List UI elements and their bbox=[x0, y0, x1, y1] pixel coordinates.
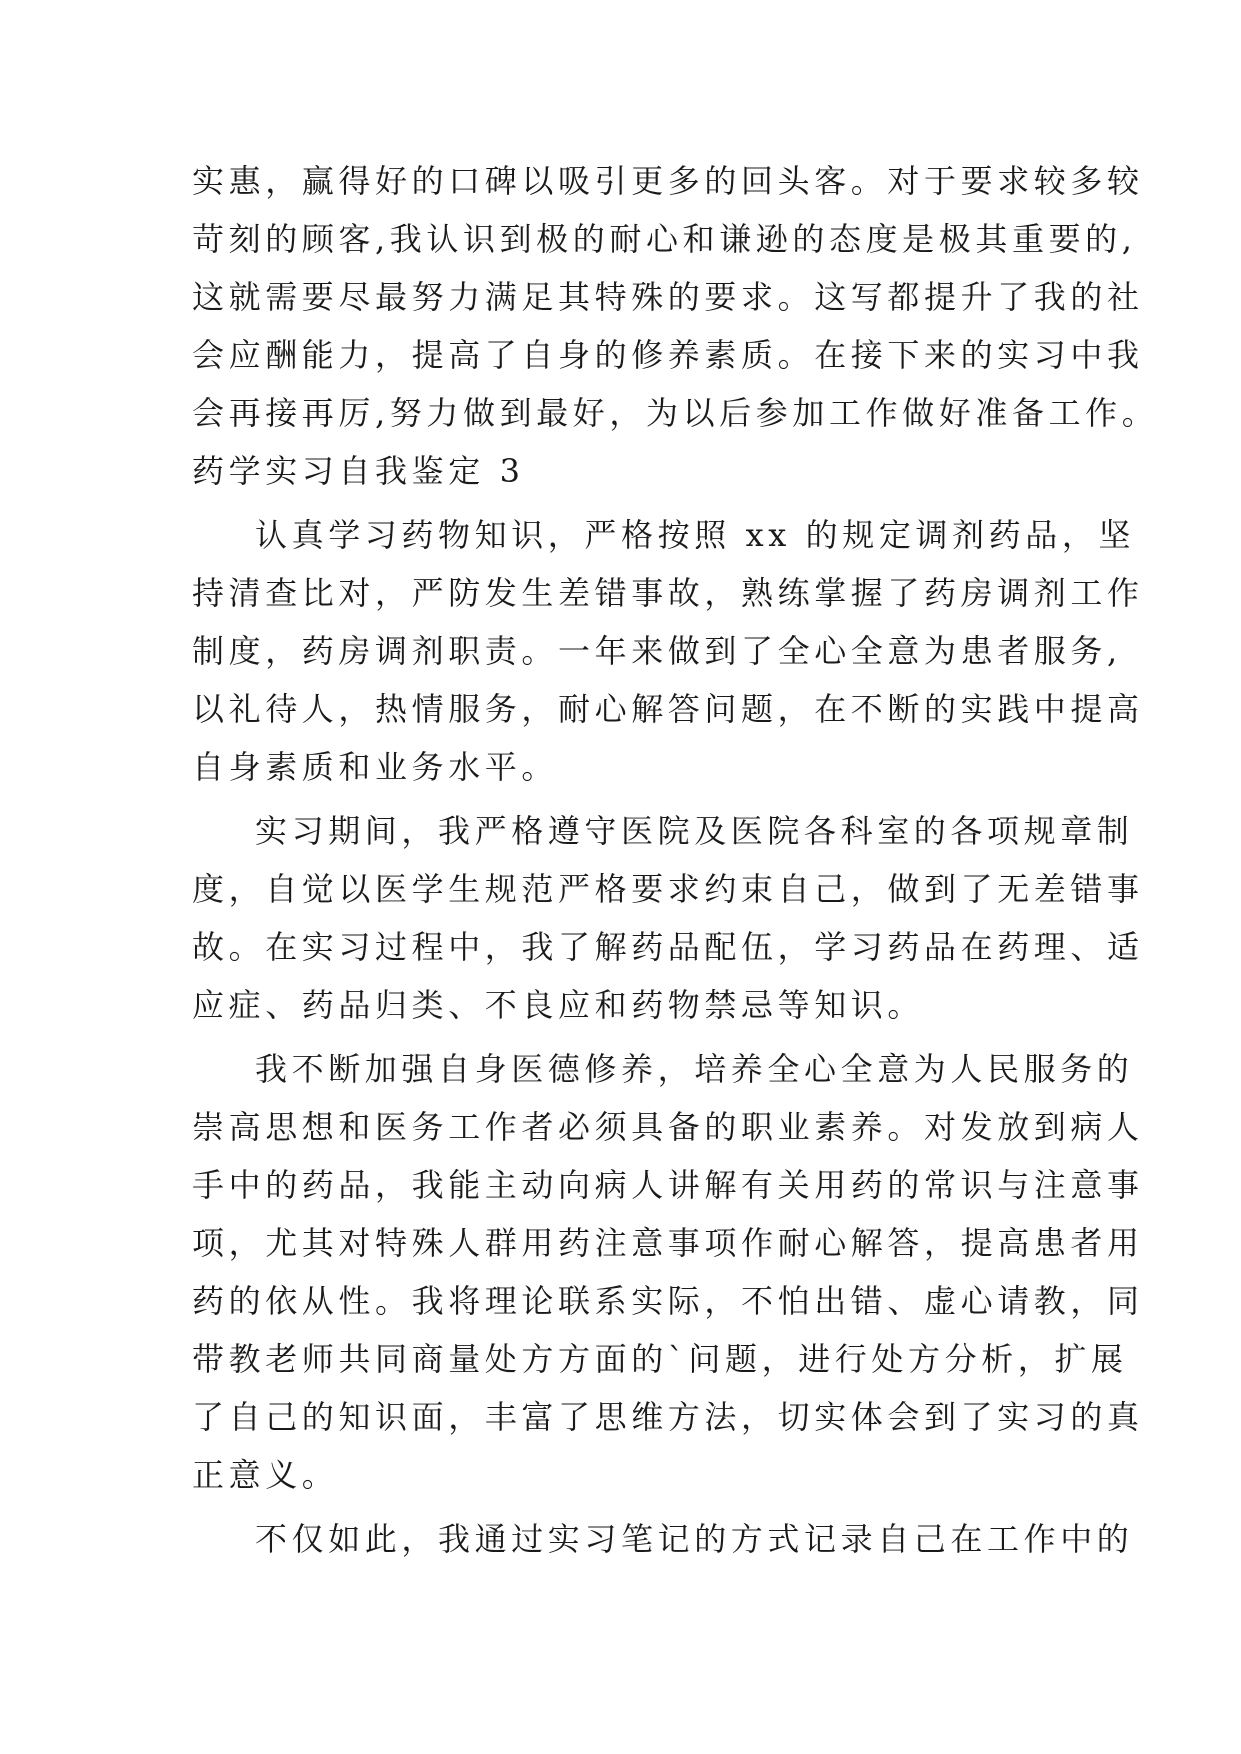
text-line: 认真学习药物知识，严格按照 xx 的规定调剂药品，坚 bbox=[255, 516, 1136, 554]
text-line: 药的依从性。我将理论联系实际，不怕出错、虚心请教，同 bbox=[192, 1282, 1144, 1320]
text-line: 实惠，赢得好的口碑以吸引更多的回头客。对于要求较多较 bbox=[192, 162, 1144, 200]
text-line: 崇高思想和医务工作者必须具备的职业素养。对发放到病人 bbox=[192, 1108, 1144, 1146]
text-line: 这就需要尽最努力满足其特殊的要求。这写都提升了我的社 bbox=[192, 278, 1144, 316]
paragraph bbox=[192, 802, 1144, 1034]
text-line: 不仅如此，我通过实习笔记的方式记录自己在工作中的 bbox=[255, 1520, 1134, 1558]
text-line: 度，自觉以医学生规范严格要求约束自己，做到了无差错事 bbox=[192, 870, 1144, 908]
paragraph bbox=[192, 506, 1144, 796]
text-line: 会应酬能力，提高了自身的修养素质。在接下来的实习中我 bbox=[192, 336, 1144, 374]
text-line: 苛刻的顾客,我认识到极的耐心和谦逊的态度是极其重要的, bbox=[192, 220, 1137, 258]
text-line: 以礼待人，热情服务，耐心解答问题，在不断的实践中提高 bbox=[192, 690, 1144, 728]
text-line: 我不断加强自身医德修养，培养全心全意为人民服务的 bbox=[255, 1050, 1134, 1088]
text-line: 故。在实习过程中，我了解药品配伍，学习药品在药理、适 bbox=[192, 928, 1144, 966]
document-body bbox=[192, 152, 1159, 1568]
text-line: 会再接再厉,努力做到最好，为以后参加工作做好准备工作。 bbox=[192, 394, 1159, 432]
text-line: 手中的药品，我能主动向病人讲解有关用药的常识与注意事 bbox=[192, 1166, 1144, 1204]
text-line: 了自己的知识面，丰富了思维方法，切实体会到了实习的真 bbox=[192, 1398, 1144, 1436]
section-title: 药学实习自我鉴定 3 bbox=[192, 452, 525, 490]
text-line: 项，尤其对特殊人群用药注意事项作耐心解答，提高患者用 bbox=[192, 1224, 1144, 1262]
text-line: 实习期间，我严格遵守医院及医院各科室的各项规章制 bbox=[255, 812, 1134, 850]
text-line: 正意义。 bbox=[192, 1456, 339, 1494]
text-line: 带教老师共同商量处方方面的`问题，进行处方分析，扩展 bbox=[192, 1340, 1128, 1378]
paragraph bbox=[192, 1040, 1144, 1504]
text-line: 自身素质和业务水平。 bbox=[192, 748, 559, 786]
text-line: 应症、药品归类、不良应和药物禁忌等知识。 bbox=[192, 986, 925, 1024]
text-line: 持清查比对，严防发生差错事故，熟练掌握了药房调剂工作 bbox=[192, 574, 1144, 612]
paragraph bbox=[192, 1510, 1134, 1568]
text-line: 制度，药房调剂职责。一年来做到了全心全意为患者服务, bbox=[192, 632, 1122, 670]
